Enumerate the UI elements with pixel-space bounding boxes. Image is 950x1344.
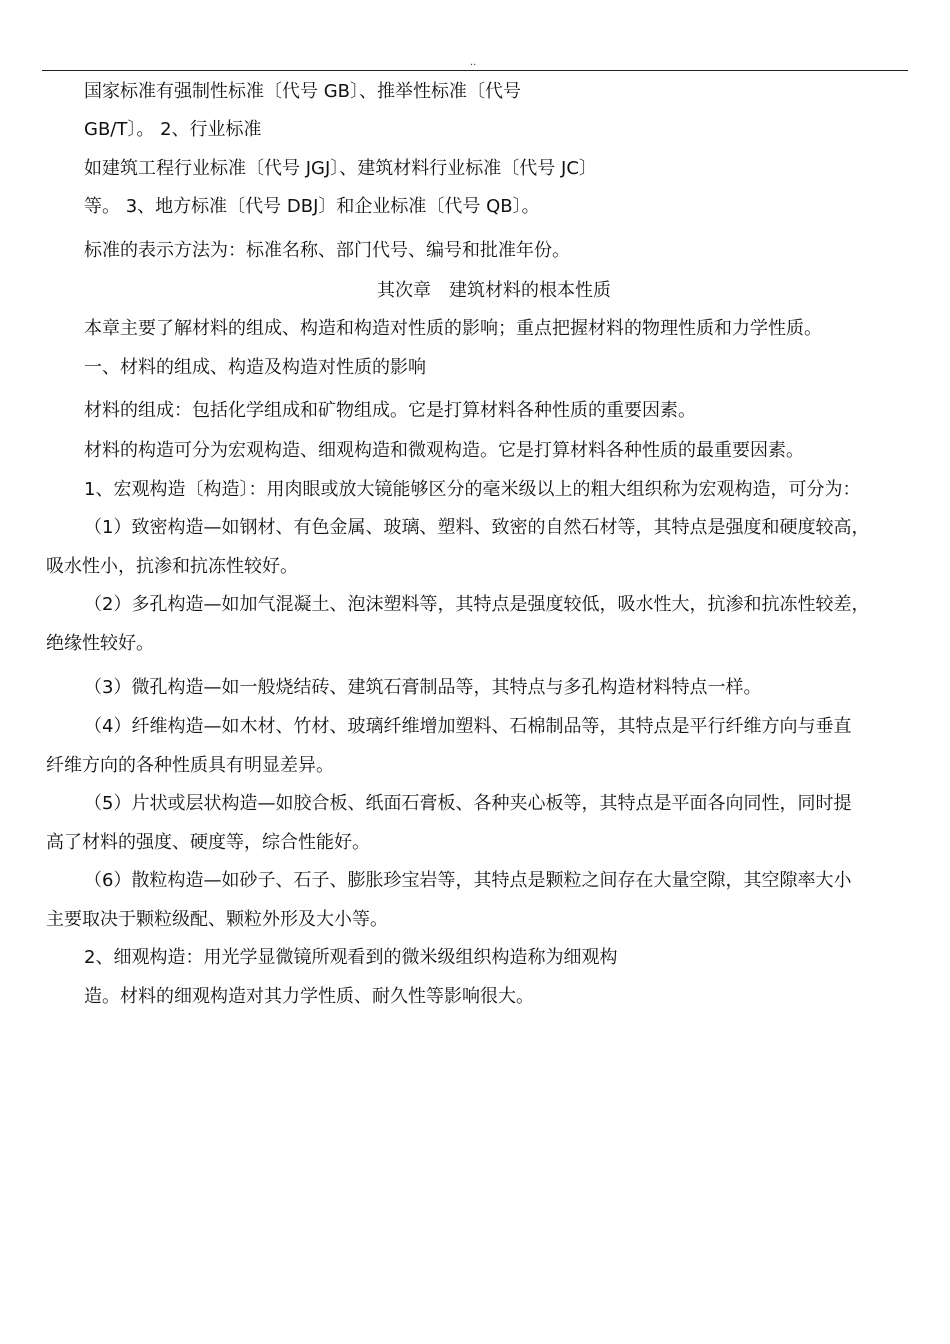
- header-mark: ..: [470, 57, 477, 68]
- text-line-local-standard: 等。 3、地方标准〔代号 DBJ〕和企业标准〔代号 QB〕。: [84, 196, 540, 217]
- text-line-granular-structure-cont: 主要取决于颗粒级配、颗粒外形及大小等。: [46, 909, 388, 930]
- text-line-dense-structure: （1）致密构造—如钢材、有色金属、玻璃、塑料、致密的自然石材等，其特点是强度和硬度较高，: [84, 517, 870, 538]
- chapter-title: 其次章 建筑材料的根本性质: [377, 280, 611, 301]
- text-line-layered-structure: （5）片状或层状构造—如胶合板、纸面石膏板、各种夹心板等，其特点是平面各向同性，同时提: [84, 793, 852, 814]
- text-line-porous-structure: （2）多孔构造—如加气混凝土、泡沫塑料等，其特点是强度较低，吸水性大，抗渗和抗冻性较差，: [84, 594, 870, 615]
- text-line-industry-standard: 如建筑工程行业标准〔代号 JGJ〕、建筑材料行业标准〔代号 JC〕: [84, 158, 597, 179]
- header-rule: [42, 70, 908, 71]
- section-heading-composition: 一、材料的组成、构造及构造对性质的影响: [84, 357, 426, 378]
- text-line-granular-structure: （6）散粒构造—如砂子、石子、膨胀珍宝岩等，其特点是颗粒之间存在大量空隙，其空隙率大小: [84, 870, 852, 891]
- text-line-dense-structure-cont: 吸水性小，抗渗和抗冻性较好。: [46, 556, 298, 577]
- text-line-meso-structure: 2、细观构造：用光学显微镜所观看到的微米级组织构造称为细观构: [84, 947, 618, 968]
- text-line-porous-structure-cont: 绝缘性较好。: [46, 633, 154, 654]
- text-line-fiber-structure: （4）纤维构造—如木材、竹材、玻璃纤维增加塑料、石棉制品等，其特点是平行纤维方向与垂直: [84, 716, 852, 737]
- text-line-gb: 国家标准有强制性标准〔代号 GB〕、推举性标准〔代号: [84, 81, 522, 102]
- text-line-chapter-intro: 本章主要了解材料的组成、构造和构造对性质的影响；重点把握材料的物理性质和力学性质。: [84, 318, 822, 339]
- text-line-composition: 材料的组成：包括化学组成和矿物组成。它是打算材料各种性质的重要因素。: [84, 400, 696, 421]
- text-line-microporous-structure: （3）微孔构造—如一般烧结砖、建筑石膏制品等，其特点与多孔构造材料特点一样。: [84, 677, 762, 698]
- text-line-standard-notation: 标准的表示方法为：标准名称、部门代号、编号和批准年份。: [84, 240, 570, 261]
- text-line-layered-structure-cont: 高了材料的强度、硬度等，综合性能好。: [46, 832, 370, 853]
- text-line-meso-structure-cont: 造。材料的细观构造对其力学性质、耐久性等影响很大。: [84, 986, 534, 1007]
- text-line-structure-types: 材料的构造可分为宏观构造、细观构造和微观构造。它是打算材料各种性质的最重要因素。: [84, 440, 804, 461]
- text-line-macro-structure: 1、宏观构造〔构造〕：用肉眼或放大镜能够区分的毫米级以上的粗大组织称为宏观构造，可分为：: [84, 479, 861, 500]
- text-line-fiber-structure-cont: 纤维方向的各种性质具有明显差异。: [46, 755, 334, 776]
- text-line-gbt: GB/T〕。 2、行业标准: [84, 119, 262, 140]
